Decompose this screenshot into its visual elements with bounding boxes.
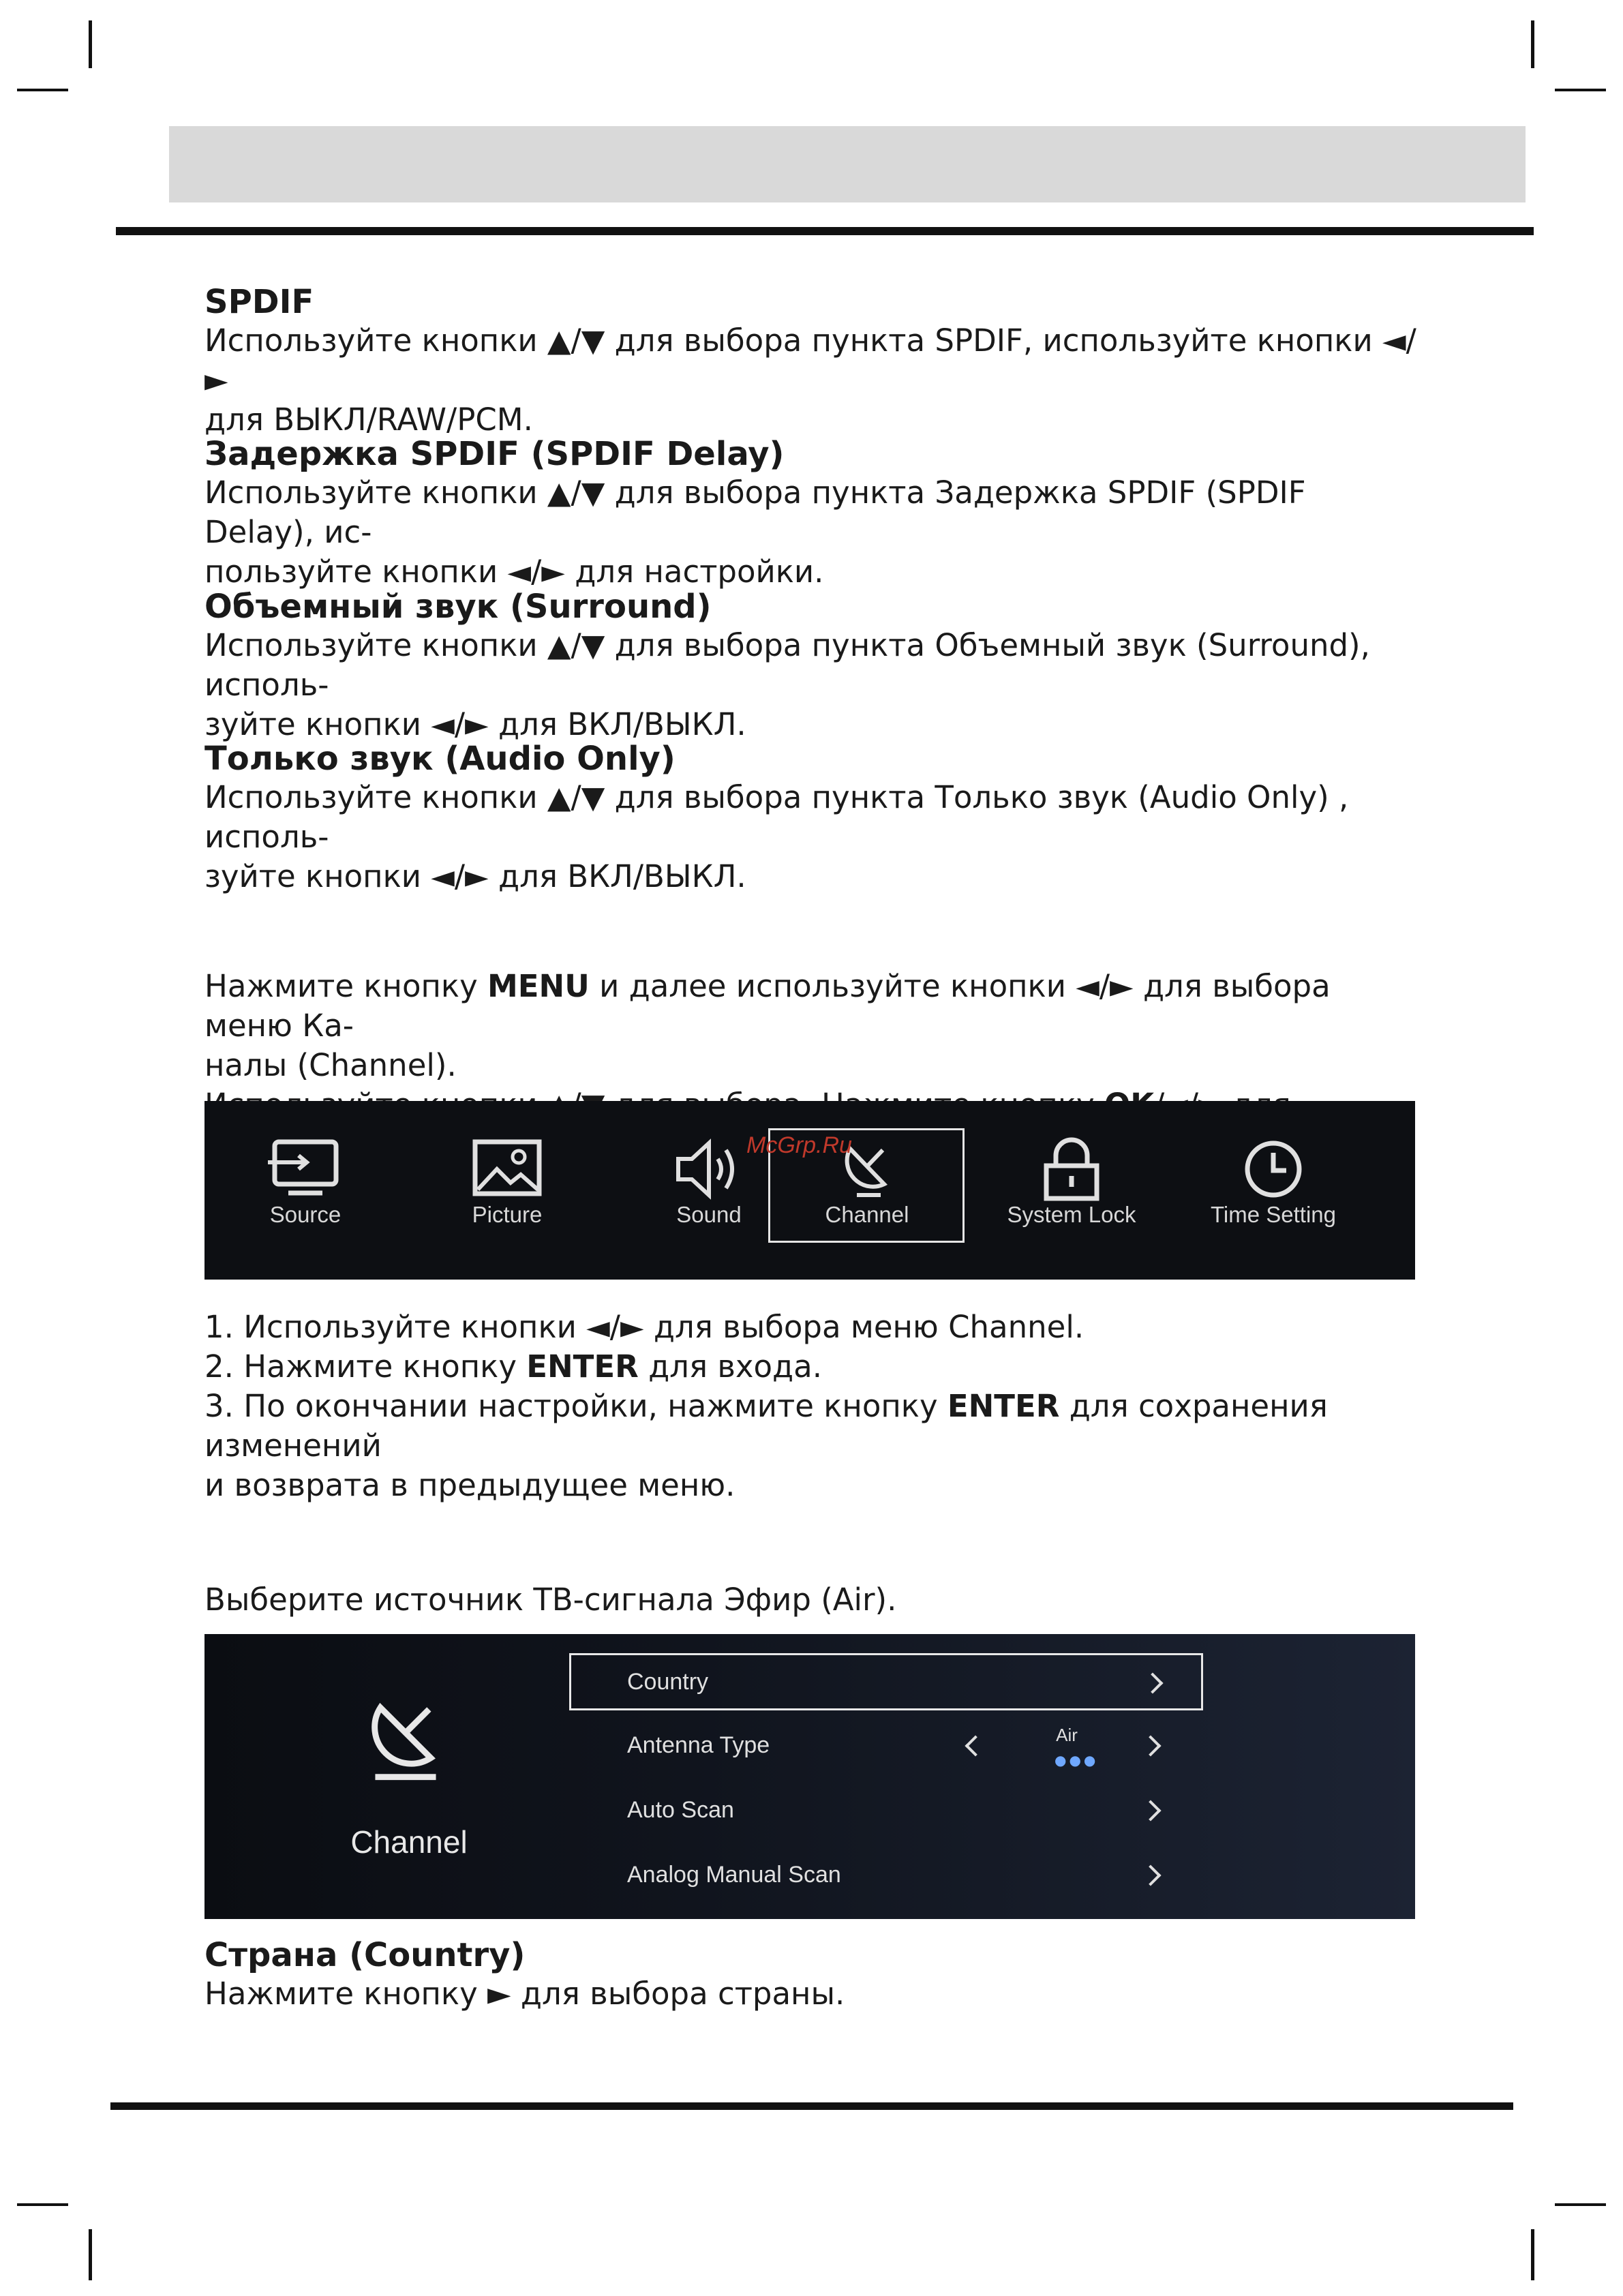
section-title: Задержка SPDIF (SPDIF Delay) (204, 435, 785, 473)
chevron-right-icon (1140, 1864, 1161, 1886)
source-icon (268, 1135, 343, 1203)
section-text: пользуйте кнопки ◄/► для настройки. (204, 554, 824, 590)
menu-item-system-lock[interactable] (971, 1101, 1172, 1280)
intro-line: налы (Channel). (204, 1047, 457, 1083)
step-item: и возврата в предыдущее меню. (204, 1467, 735, 1503)
source-text: Выберите источник ТВ-сигнала Эфир (Air). (204, 1582, 897, 1618)
menu-item-label: Picture (472, 1202, 543, 1227)
clock-icon (1236, 1135, 1311, 1203)
row-country[interactable] (569, 1653, 1203, 1710)
satellite-dish-icon (358, 1692, 453, 1787)
lock-icon (1034, 1135, 1109, 1203)
section-spdif-delay (204, 435, 1418, 592)
menu-item-label: Sound (676, 1202, 742, 1227)
chevron-right-icon[interactable] (1140, 1735, 1161, 1756)
section-text: Используйте кнопки ▲/▼ для выбора пункта Только звук (Audio Only) , исполь- (204, 779, 1349, 855)
chevron-right-icon (1140, 1800, 1161, 1821)
crop-mark (89, 2229, 92, 2280)
picture-icon (470, 1135, 545, 1203)
row-label: Antenna Type (627, 1732, 770, 1758)
row-label: Auto Scan (627, 1797, 734, 1823)
section-text: Используйте кнопки ▲/▼ для выбора пункта SPDIF, используйте кнопки ◄/► (204, 322, 1416, 398)
row-label: Country (627, 1669, 709, 1695)
header-bar (169, 126, 1526, 202)
section-title: Страна (Country) (204, 1936, 526, 1974)
crop-mark (1531, 2229, 1534, 2280)
chevron-left-icon[interactable] (965, 1735, 986, 1756)
crop-mark (1555, 89, 1606, 91)
menu-item-label: Source (269, 1202, 342, 1227)
section-text: зуйте кнопки ◄/► для ВКЛ/ВЫКЛ. (204, 858, 746, 894)
menu-item-label: System Lock (1007, 1202, 1136, 1227)
bottom-rule (110, 2102, 1513, 2110)
crop-mark (17, 2203, 68, 2206)
section-title: Только звук (Audio Only) (204, 740, 676, 778)
top-rule (116, 227, 1534, 235)
row-label: Analog Manual Scan (627, 1862, 841, 1888)
menu-item-source[interactable] (204, 1101, 406, 1280)
menu-item-picture[interactable] (406, 1101, 608, 1280)
section-audio-only (204, 740, 1418, 896)
section-surround (204, 588, 1418, 744)
crop-mark (89, 20, 92, 68)
section-title: Объемный звук (Surround) (204, 588, 712, 626)
crop-mark (17, 89, 68, 91)
step-item: 2. Нажмите кнопку ENTER для входа. (204, 1348, 822, 1385)
intro-line: Нажмите кнопку MENU и далее используйте кнопки ◄/► для выбора меню Ка- (204, 968, 1331, 1044)
section-country (204, 1936, 1418, 2014)
panel-title: Channel (350, 1824, 468, 1860)
menu-item-channel[interactable] (766, 1101, 968, 1280)
crop-mark (1531, 20, 1534, 68)
watermark: McGrp.Ru (746, 1132, 852, 1158)
page-dots: ●●● (1055, 1752, 1099, 1768)
section-text: Используйте кнопки ▲/▼ для выбора пункта Объемный звук (Surround), исполь- (204, 627, 1370, 703)
section-spdif (204, 283, 1418, 440)
crop-mark (1555, 2203, 1606, 2206)
antenna-type-value: Air (1056, 1725, 1078, 1745)
section-text: зуйте кнопки ◄/► для ВКЛ/ВЫКЛ. (204, 706, 746, 742)
row-auto-scan[interactable] (569, 1781, 1203, 1839)
section-title: SPDIF (204, 283, 314, 321)
step-item: 1. Используйте кнопки ◄/► для выбора меню Channel. (204, 1309, 1084, 1345)
menu-item-label: Time Setting (1210, 1202, 1336, 1227)
menu-item-time-setting[interactable] (1172, 1101, 1374, 1280)
section-text: для ВЫКЛ/RAW/PCM. (204, 402, 533, 438)
sound-icon (671, 1135, 746, 1203)
channel-settings-panel (204, 1634, 1415, 1919)
row-antenna-type[interactable] (569, 1717, 1203, 1774)
steps-list (204, 1308, 1418, 1505)
section-text: Используйте кнопки ▲/▼ для выбора пункта Задержка SPDIF (SPDIF Delay), ис- (204, 474, 1306, 550)
row-analog-manual-scan[interactable] (569, 1846, 1203, 1903)
section-text: Нажмите кнопку ► для выбора страны. (204, 1976, 845, 2012)
tv-main-menu (204, 1101, 1415, 1280)
chevron-right-icon (1142, 1672, 1163, 1693)
menu-item-label: Channel (825, 1202, 909, 1227)
step-item: 3. По окончании настройки, нажмите кнопку ENTER для сохранения изменений (204, 1388, 1328, 1464)
